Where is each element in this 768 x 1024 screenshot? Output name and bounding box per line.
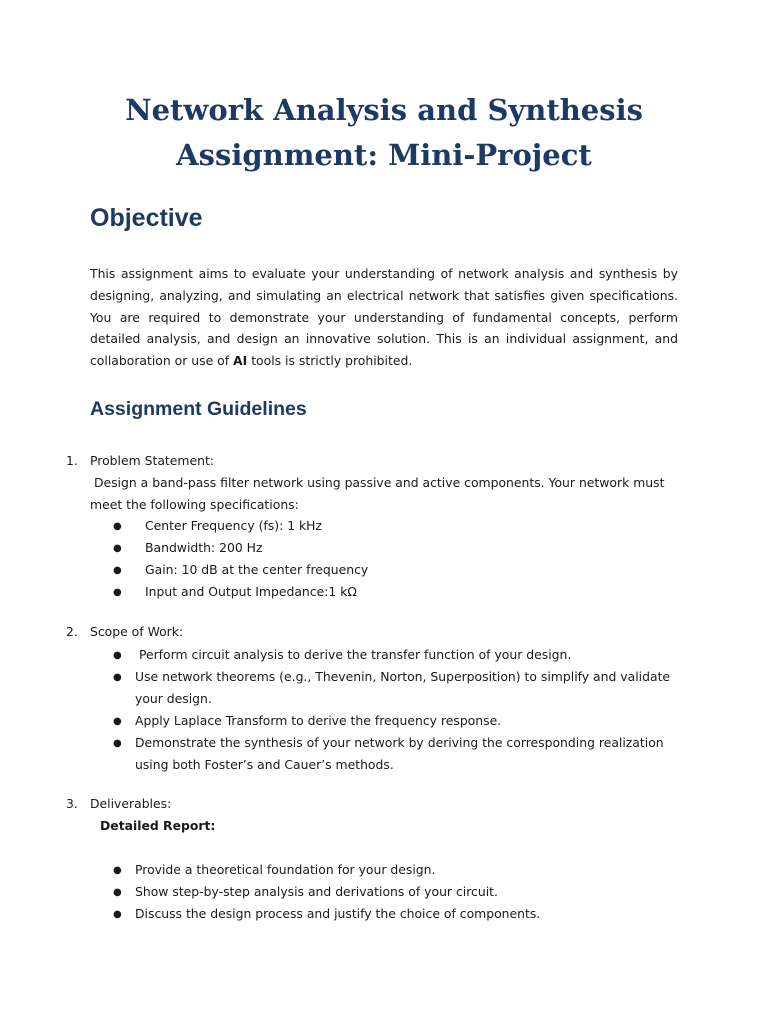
list-item: Input and Output Impedance:1 kΩ <box>145 584 357 599</box>
list-item: Provide a theoretical foundation for your design. <box>135 862 436 877</box>
item-title: Problem Statement: <box>90 453 214 468</box>
bullet-icon: ● <box>113 865 122 876</box>
objective-paragraph <box>90 263 678 372</box>
item-title: Scope of Work: <box>90 624 184 639</box>
list-item: Discuss the design process and justify the choice of components. <box>135 906 541 921</box>
bullet-icon: ● <box>113 587 122 598</box>
bullet-icon: ● <box>113 716 122 727</box>
list-item: Perform circuit analysis to derive the transfer function of your design. <box>135 647 572 662</box>
bullet-icon: ● <box>113 543 122 554</box>
objective-text-start: This assignment aims to evaluate your understanding of network analysis and synthesis by designing, analyzing, and simulating an electrical network that satisfies given specifications. You are required to demonstrate your understanding of fundamental concepts, perform detailed analysis, and design an innovative solution. This is an individual assignment, and collaboration or use of <box>90 266 678 369</box>
bullet-icon: ● <box>113 909 122 920</box>
report-subheading: Detailed Report: <box>100 818 216 833</box>
objective-heading: Objective <box>90 204 203 232</box>
item-number: 3. <box>66 796 78 811</box>
document-title <box>0 88 768 178</box>
list-item: Use network theorems (e.g., Thevenin, Norton, Superposition) to simplify and validate <box>135 669 671 684</box>
title-line-1: Network Analysis and Synthesis <box>125 93 643 127</box>
item-number: 1. <box>66 453 78 468</box>
list-item: Demonstrate the synthesis of your network by deriving the corresponding realization <box>135 735 664 750</box>
item-text-line-1: Design a band-pass filter network using passive and active components. Your network must <box>90 475 665 490</box>
item-title: Deliverables: <box>90 796 172 811</box>
list-item: Bandwidth: 200 Hz <box>145 540 263 555</box>
bullet-icon: ● <box>113 672 122 683</box>
bullet-icon: ● <box>113 650 122 661</box>
title-line-2: Assignment: Mini-Project <box>176 138 592 172</box>
list-item: Gain: 10 dB at the center frequency <box>145 562 369 577</box>
list-item: Apply Laplace Transform to derive the frequency response. <box>135 713 502 728</box>
list-item: Show step-by-step analysis and derivations of your circuit. <box>135 884 498 899</box>
bullet-icon: ● <box>113 521 122 532</box>
bullet-icon: ● <box>113 565 122 576</box>
objective-ai-emphasis: AI <box>233 353 248 369</box>
bullet-icon: ● <box>113 738 122 749</box>
item-text-line-2: meet the following specifications: <box>90 497 299 512</box>
bullet-icon: ● <box>113 887 122 898</box>
list-item-continuation: your design. <box>135 691 212 706</box>
list-item-continuation: using both Foster’s and Cauer’s methods. <box>135 757 394 772</box>
guidelines-heading: Assignment Guidelines <box>90 398 307 420</box>
item-number: 2. <box>66 624 78 639</box>
list-item: Center Frequency (fs): 1 kHz <box>145 518 323 533</box>
objective-text-end: tools is strictly prohibited. <box>247 353 413 369</box>
